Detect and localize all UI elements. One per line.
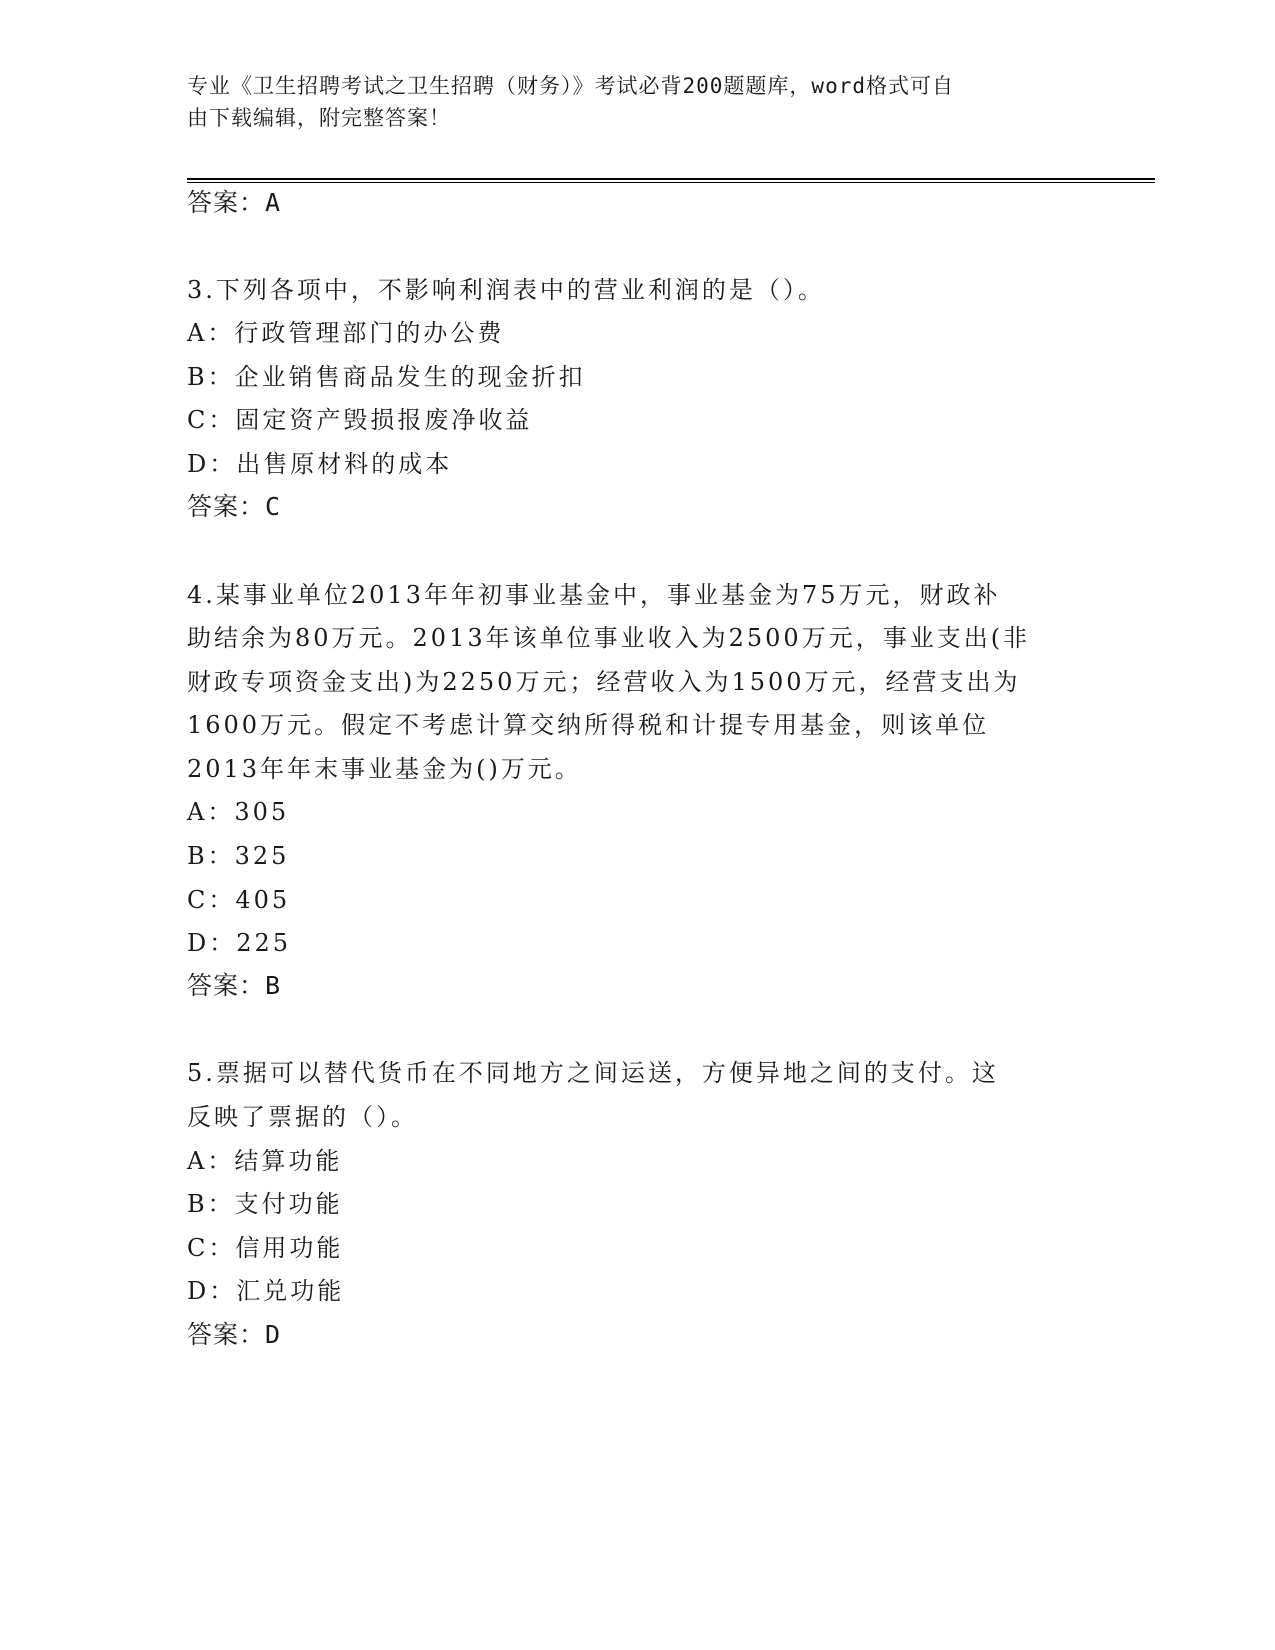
question-5-stem-line-1: 5.票据可以替代货币在不同地方之间运送，方便异地之间的支付。这: [187, 1059, 999, 1087]
question-5-option-b: B：支付功能: [187, 1190, 343, 1218]
question-3-option-a: A：行政管理部门的办公费: [187, 319, 505, 347]
question-4-stem-line-5: 2013年年末事业基金为()万元。: [187, 755, 582, 783]
previous-answer: 答案：A: [187, 188, 282, 217]
question-4-option-c: C：405: [187, 886, 291, 914]
document-header: [187, 70, 1067, 134]
question-4-option-a: A：305: [187, 798, 290, 826]
header-divider: [187, 178, 1155, 180]
question-5-answer: 答案：D: [187, 1320, 282, 1349]
question-5-option-c: C：信用功能: [187, 1234, 344, 1262]
question-4-stem-line-4: 1600万元。假定不考虑计算交纳所得税和计提专用基金，则该单位: [187, 711, 990, 739]
question-3-option-c: C：固定资产毁损报废净收益: [187, 406, 533, 434]
header-line-1: 专业《卫生招聘考试之卫生招聘（财务）》考试必背200题题库，word格式可自: [187, 74, 954, 98]
question-4-stem-line-1: 4.某事业单位2013年年初事业基金中，事业基金为75万元，财政补: [187, 581, 1001, 609]
question-3-option-d: D：出售原材料的成本: [187, 450, 453, 478]
question-5-stem-line-2: 反映了票据的（）。: [187, 1103, 418, 1131]
question-4-option-d: D：225: [187, 929, 292, 957]
question-4-stem-line-3: 财政专项资金支出)为2250万元；经营收入为1500万元，经营支出为: [187, 668, 1021, 696]
question-3-option-b: B：企业销售商品发生的现金折扣: [187, 363, 586, 391]
question-3-stem: 3.下列各项中，不影响利润表中的营业利润的是（）。: [187, 276, 825, 304]
header-divider-thin: [187, 182, 1155, 183]
question-5-option-a: A：结算功能: [187, 1147, 343, 1175]
question-5-option-d: D：汇兑功能: [187, 1277, 345, 1305]
question-4-answer: 答案：B: [187, 971, 282, 1000]
question-4-stem-line-2: 助结余为80万元。2013年该单位事业收入为2500万元，事业支出(非: [187, 624, 1031, 652]
header-line-2: 由下载编辑，附完整答案！: [187, 106, 451, 130]
question-3-answer: 答案：C: [187, 492, 282, 521]
question-4-option-b: B：325: [187, 842, 290, 870]
